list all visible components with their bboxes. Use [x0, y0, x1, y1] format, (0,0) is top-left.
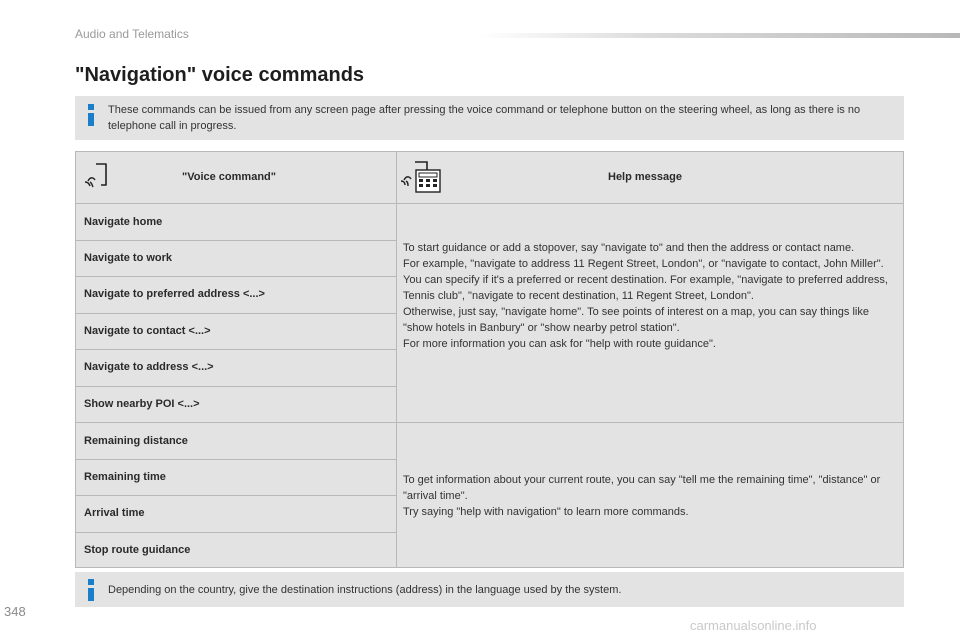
column-header-label: "Voice command": [182, 171, 276, 183]
command-row: [76, 386, 397, 422]
command-label: Navigate home: [84, 216, 163, 228]
command-row: [76, 422, 397, 459]
command-label: Show nearby POI <...>: [84, 398, 200, 410]
help-message-text: To get information about your current route, you can say "tell me the remaining time", "distance" or "arrival time". Try saying "help with navigation" to learn more commands.: [403, 474, 881, 518]
info-icon: [87, 579, 95, 603]
command-row: [76, 532, 397, 568]
column-header-label: Help message: [608, 171, 682, 183]
info-note-top: [75, 96, 904, 140]
info-icon: [87, 104, 95, 128]
voice-commands-table: [75, 151, 904, 568]
command-row: [76, 349, 397, 386]
section-header: Audio and Telematics: [75, 27, 189, 41]
page-title: "Navigation" voice commands: [75, 64, 365, 86]
page-number: 348: [4, 604, 26, 619]
command-row: [76, 240, 397, 276]
command-label: Stop route guidance: [84, 544, 191, 556]
command-row: [76, 203, 397, 240]
command-row: [76, 459, 397, 495]
command-row: [76, 276, 397, 313]
command-label: Remaining time: [84, 471, 166, 483]
command-label: Navigate to address <...>: [84, 361, 214, 373]
command-label: Remaining distance: [84, 435, 188, 447]
watermark: carmanualsonline.info: [690, 618, 817, 633]
command-label: Navigate to work: [84, 252, 173, 264]
command-label: Arrival time: [84, 507, 145, 519]
screen-voice-icon: [401, 160, 443, 199]
command-row: [76, 495, 397, 532]
info-note-text: These commands can be issued from any screen page after pressing the voice command or telephone button on the steering wheel, as long as there is no telephone call in progress.: [108, 104, 861, 132]
voice-command-icon: [84, 160, 114, 195]
info-note-text: Depending on the country, give the destination instructions (address) in the language used by the system.: [108, 584, 622, 596]
header-rule: [480, 33, 960, 38]
command-row: [76, 313, 397, 349]
info-note-bottom: [75, 572, 904, 607]
help-message-cell: [397, 422, 904, 568]
column-header-help-message: [397, 152, 904, 203]
column-header-voice-command: [76, 152, 397, 203]
help-message-cell: [397, 203, 904, 422]
help-message-text: To start guidance or add a stopover, say "navigate to" and then the address or contact name. For example, "navigate to address 11 Regent Street, London", or "navigate to contact, John Miller". You can specify if it's a preferred or recent destination. For example, "navigate to preferred address, Tennis club", "navigate to recent destination, 11 Regent Street, London". Otherwise, just say, "navigate home". To see points of interest on a map, you can say things like "show hotels in Banbury" or "show nearby petrol station". For more information you can ask for "help with route guidance".: [403, 242, 888, 350]
command-label: Navigate to contact <...>: [84, 325, 211, 337]
command-label: Navigate to preferred address <...>: [84, 288, 265, 300]
